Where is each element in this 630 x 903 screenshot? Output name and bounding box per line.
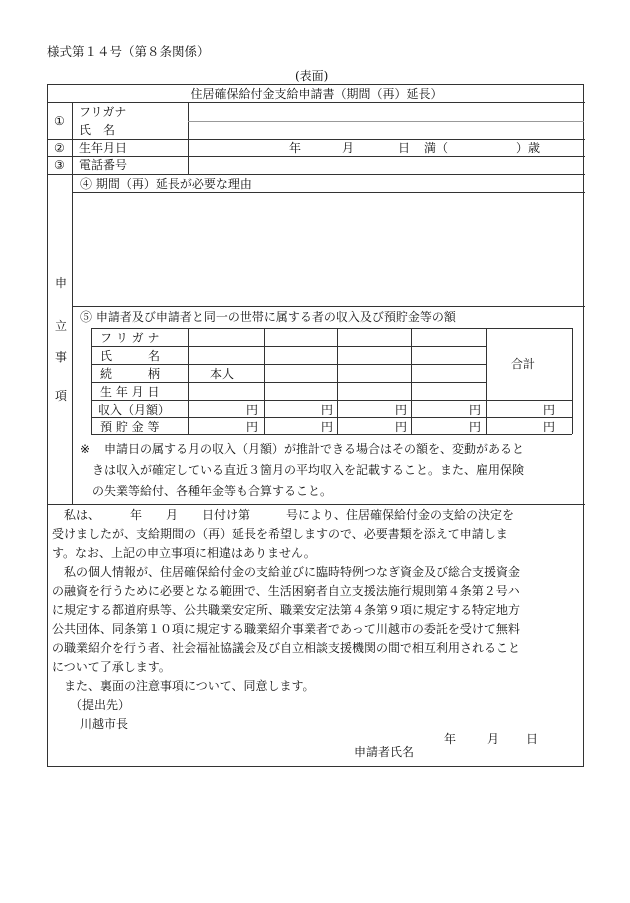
yen-unit: 円 [543,420,556,434]
declaration-line-4: 私の個人情報が、住居確保給付金の支給並びに臨時特例つなぎ資金及び総合支援資金 [52,565,521,579]
side-char-3: 事 [55,350,68,364]
income-label-relation: 続 柄 [100,367,161,381]
birth-date-field[interactable] [189,140,584,156]
furigana-label: フリガナ [79,105,127,119]
yen-unit: 円 [395,403,408,417]
note-line-1: 申請日の属する月の収入（月額）が推計できる場合はその額を、変動があると [104,442,525,456]
side-char-2: 立 [55,319,68,333]
phone-number: ③ [54,158,65,172]
declaration-line-10: また、裏面の注意事項について、同意します。 [52,679,315,693]
yen-unit: 円 [395,420,408,434]
applicant-name-field[interactable] [420,743,580,761]
declaration-line-7: 公共団体、同条第１０項に規定する職業紹介事業者であって川越市の委託を受けて無料 [52,622,520,636]
date-year-unit: 年 [444,732,457,746]
birth-year-unit: 年 [289,141,302,155]
form-title: 住居確保給付金支給申請書（期間（再）延長） [190,87,443,101]
yen-unit: 円 [246,403,259,417]
reason-title: ④ 期間（再）延長が必要な理由 [80,177,252,191]
yen-unit: 円 [469,403,482,417]
yen-unit: 円 [321,403,334,417]
income-title: ⑤ 申請者及び申請者と同一の世帯に属する者の収入及び預貯金等の額 [80,310,456,324]
reason-field[interactable] [73,193,584,305]
application-form [47,84,584,767]
yen-unit: 円 [246,420,259,434]
note-line-2: きは収入が確定している直近３箇月の平均収入を記載すること。また、雇用保険 [92,463,525,477]
submit-to: 川越市長 [80,717,129,731]
side-char-4: 項 [55,389,68,403]
yen-unit: 円 [321,420,334,434]
birth-day-unit: 日 [398,141,411,155]
declaration-line-6: に規定する都道府県等、公共職業安定所、職業安定法第４条第９項に規定する特定地方 [52,603,521,617]
phone-label: 電話番号 [79,158,128,172]
note-mark: ※ [80,442,91,456]
date-day-unit: 日 [526,732,539,746]
date-month-unit: 月 [487,732,500,746]
note-line-3: の失業等給付、各種年金等も合算すること。 [92,484,333,498]
declaration-line-5: の融資を行うために必要となる範囲で、生活困窮者自立支援法施行規則第４条第２号ハ [52,584,520,598]
age-suffix: ）歳 [516,141,541,155]
declaration-line-9: について了承します。 [52,660,171,674]
furigana-number: ① [54,114,65,128]
name-field[interactable] [189,122,584,139]
phone-field[interactable] [189,157,584,174]
form-number: 様式第１４号（第８条関係） [47,44,210,59]
declaration-line-3: す。なお、上記の申立事項に相違はありません。 [52,546,316,560]
income-label-savings: 預 貯 金 等 [100,420,160,434]
yen-unit: 円 [543,403,556,417]
birth-label: 生年月日 [79,141,128,155]
side-char-1: 申 [55,276,68,290]
yen-unit: 円 [469,420,482,434]
name-label: 氏 名 [79,123,116,137]
furigana-field[interactable] [189,103,584,121]
submit-to-label: （提出先） [70,698,131,712]
income-label-birth: 生 年 月 日 [100,385,160,399]
birth-month-unit: 月 [342,141,355,155]
self-relation: 本人 [210,367,235,381]
total-label: 合計 [511,357,536,371]
income-label-furigana: フ リ ガ ナ [100,331,160,345]
income-label-income: 収入（月額） [98,403,171,417]
income-label-name: 氏 名 [100,349,161,363]
declaration-line-8: の職業紹介を行う者、社会福祉協議会及び自立相談支援機関の間で相互利用されること [52,641,521,655]
side-label: (表面) [295,69,329,83]
birth-number: ② [54,141,65,155]
applicant-name-label: 申請者氏名 [354,745,415,759]
declaration-line-2: 受けましたが、支給期間の（再）延長を希望しますので、必要書類を添えて申請しま [52,527,508,541]
declaration-line-1: 私は、 年 月 日付け第 号により、住居確保給付金の支給の決定を [52,508,515,522]
age-prefix: 満（ [424,141,449,155]
